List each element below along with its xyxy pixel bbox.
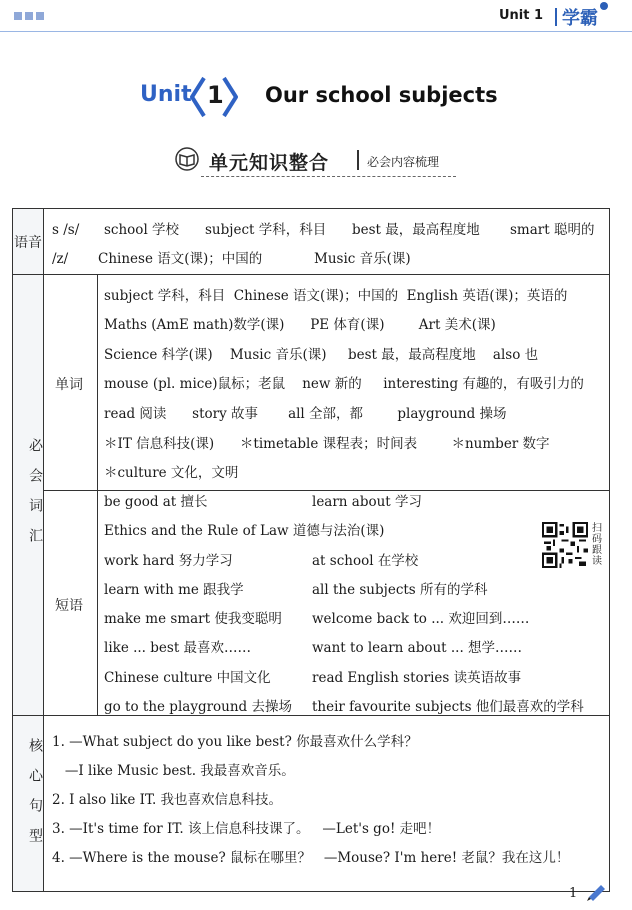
pronunciation-word: smart 聪明的: [510, 222, 595, 238]
table-rule: [43, 490, 610, 491]
sentence-line: 4. —Where is the mouse? 鼠标在哪里？ —Mouse? I'm here! 老鼠？我在这儿！: [52, 850, 570, 866]
word-line: ＊IT 信息科技(课) ＊timetable 课程表；时间表 ＊number 数字: [104, 436, 550, 452]
pronunciation-word: school 学校: [104, 222, 180, 238]
header-unit-label: Unit 1: [499, 8, 544, 23]
word-line: read 阅读 story 故事 all 全部，都 playground 操场: [104, 406, 507, 422]
phrase: want to learn about ... 想学……: [312, 640, 523, 656]
sound-label: s /s/: [52, 222, 80, 238]
section-title: 单元知识整合: [209, 152, 330, 174]
phrase: all the subjects 所有的学科: [312, 582, 488, 598]
word-line: Maths (AmE math)数学(课) PE 体育(课) Art 美术(课): [104, 317, 496, 333]
brand-logo: 学霸: [562, 8, 598, 29]
sentence-line: —I like Music best. 我最喜欢音乐。: [52, 763, 295, 779]
section-underline: [201, 176, 456, 177]
label-words-group: 必会词汇: [27, 438, 43, 558]
pronunciation-word: Chinese 语文(课)；中国的: [98, 251, 263, 267]
section-subtitle: 必会内容梳理: [367, 155, 440, 169]
phrase: learn with me 跟我学: [104, 582, 244, 598]
phrase: like ... best 最喜欢……: [104, 640, 252, 656]
sentence-line: 3. —It's time for IT. 该上信息科技课了。 —Let's go! 走吧！: [52, 821, 441, 837]
qr-caption: 扫码跟读: [592, 523, 602, 567]
table-rule: [97, 274, 98, 715]
phrase: at school 在学校: [312, 553, 419, 569]
phrase: be good at 擅长: [104, 494, 208, 510]
pencil-icon: [586, 884, 608, 902]
pronunciation-word: best 最，最高程度地: [352, 222, 480, 238]
word-line: subject 学科，科目 Chinese 语文(课)；中国的 English 英语(课)；英语的: [104, 288, 568, 304]
label-pronunciation: 语音: [14, 235, 42, 251]
phrase: welcome back to ... 欢迎回到……: [312, 611, 530, 627]
label-words: 单词: [55, 377, 83, 393]
phrase: make me smart 使我变聪明: [104, 611, 282, 627]
header-decoration: [14, 12, 44, 20]
unit-number: 1: [207, 81, 224, 109]
phrase: their favourite subjects 他们最喜欢的学科: [312, 699, 584, 715]
sound-label: /z/: [52, 251, 69, 267]
qr-code-icon[interactable]: [542, 522, 588, 568]
sentence-line: 2. I also like IT. 我也喜欢信息科技。: [52, 792, 283, 808]
section-divider: [357, 150, 359, 170]
phrase: Ethics and the Rule of Law 道德与法治(课): [104, 523, 385, 539]
label-phrases: 短语: [55, 598, 83, 614]
unit-prefix: Unit: [140, 82, 192, 107]
sentence-line: 1. —What subject do you like best? 你最喜欢什么学科？: [52, 734, 418, 750]
phrase: go to the playground 去操场: [104, 699, 292, 715]
brand-cap-icon: [600, 2, 608, 10]
phrase: learn about 学习: [312, 494, 423, 510]
pronunciation-word: Music 音乐(课): [314, 251, 411, 267]
unit-title: Our school subjects: [265, 83, 498, 107]
pronunciation-word: subject 学科，科目: [205, 222, 327, 238]
phrase: read English stories 读英语故事: [312, 670, 522, 686]
word-line: ＊culture 文化，文明: [104, 465, 239, 481]
book-icon: [174, 147, 200, 171]
word-line: Science 科学(课) Music 音乐(课) best 最，最高程度地 also 也: [104, 347, 539, 363]
phrase: Chinese culture 中国文化: [104, 670, 271, 686]
word-line: mouse (pl. mice)鼠标；老鼠 new 新的 interesting 有趣的，有吸引力的: [104, 376, 584, 392]
table-rule: [12, 274, 610, 275]
header-divider: [555, 8, 557, 26]
label-sentences: 核心句型: [27, 738, 43, 858]
phrase: work hard 努力学习: [104, 553, 233, 569]
page-number: 1: [569, 886, 578, 901]
header-rule: [0, 31, 632, 32]
